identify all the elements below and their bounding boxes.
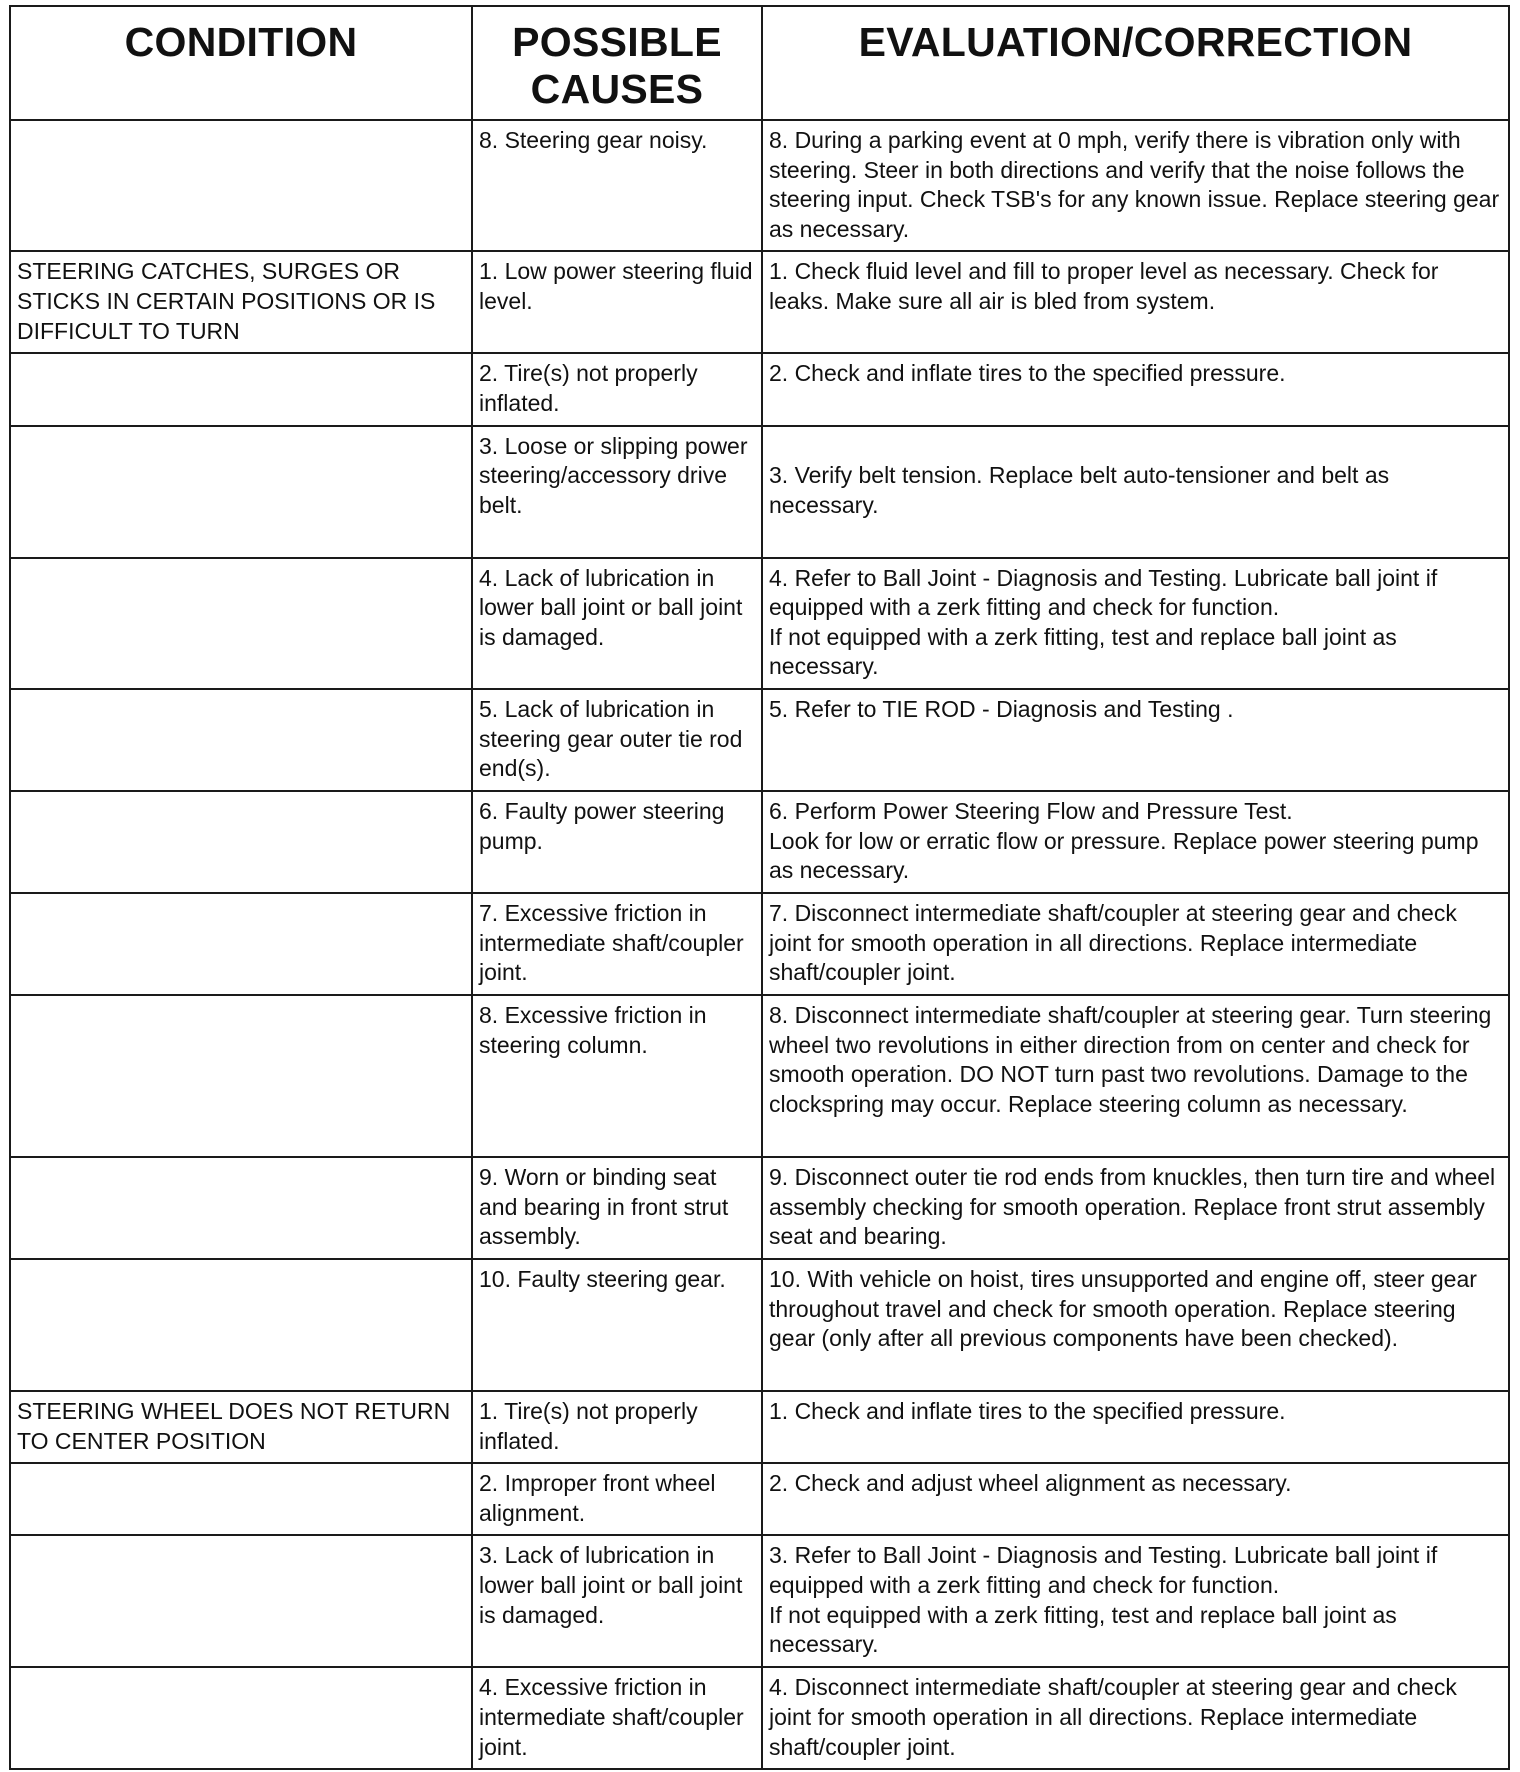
correction-cell: 10. With vehicle on hoist, tires unsupported and engine off, steer gear throughout travel and check for smooth operation. Replace steering gear (only after all previous components have been checked). — [762, 1259, 1509, 1391]
correction-cell: 7. Disconnect intermediate shaft/coupler at steering gear and check joint for smooth operation in all directions. Replace intermediate shaft/coupler joint. — [762, 893, 1509, 995]
correction-cell: 1. Check and inflate tires to the specified pressure. — [762, 1391, 1509, 1463]
condition-cell — [10, 1259, 472, 1391]
table-row — [10, 995, 1509, 1157]
table-row — [10, 353, 1509, 425]
table-row — [10, 251, 1509, 353]
condition-cell — [10, 426, 472, 558]
table-row — [10, 893, 1509, 995]
table-row — [10, 558, 1509, 689]
condition-cell: STEERING CATCHES, SURGES OR STICKS IN CERTAIN POSITIONS OR IS DIFFICULT TO TURN — [10, 251, 472, 353]
condition-cell — [10, 893, 472, 995]
table-row — [10, 1667, 1509, 1769]
condition-cell — [10, 1157, 472, 1259]
cause-cell: 1. Low power steering fluid level. — [472, 251, 762, 353]
cause-cell: 3. Lack of lubrication in lower ball joint or ball joint is damaged. — [472, 1535, 762, 1667]
correction-cell: 9. Disconnect outer tie rod ends from knuckles, then turn tire and wheel assembly checking for smooth operation. Replace front strut assembly seat and bearing. — [762, 1157, 1509, 1259]
header-condition: CONDITION — [10, 6, 472, 120]
table-row — [10, 1391, 1509, 1463]
correction-cell: 6. Perform Power Steering Flow and Pressure Test. Look for low or erratic flow or pressure. Replace power steering pump as necessary. — [762, 791, 1509, 893]
condition-cell — [10, 1667, 472, 1769]
cause-cell: 4. Lack of lubrication in lower ball joint or ball joint is damaged. — [472, 558, 762, 689]
table-header — [10, 6, 1509, 120]
correction-cell: 4. Refer to Ball Joint - Diagnosis and Testing. Lubricate ball joint if equipped with a zerk fitting and check for function. If not equipped with a zerk fitting, test and replace ball joint as necessary. — [762, 558, 1509, 689]
cause-cell: 9. Worn or binding seat and bearing in front strut assembly. — [472, 1157, 762, 1259]
table-row — [10, 426, 1509, 558]
correction-cell: 1. Check fluid level and fill to proper level as necessary. Check for leaks. Make sure all air is bled from system. — [762, 251, 1509, 353]
cause-cell: 10. Faulty steering gear. — [472, 1259, 762, 1391]
correction-cell: 5. Refer to TIE ROD - Diagnosis and Testing . — [762, 689, 1509, 791]
condition-cell — [10, 995, 472, 1157]
correction-cell: 3. Verify belt tension. Replace belt auto-tensioner and belt as necessary. — [762, 426, 1509, 558]
table-row — [10, 791, 1509, 893]
table-row — [10, 1463, 1509, 1535]
correction-cell: 8. During a parking event at 0 mph, verify there is vibration only with steering. Steer in both directions and verify that the noise follows the steering input. Check TSB's for any known issue. Replace steering gear as necessary. — [762, 120, 1509, 251]
cause-cell: 8. Steering gear noisy. — [472, 120, 762, 251]
table-body — [10, 120, 1509, 1769]
condition-cell — [10, 1535, 472, 1667]
condition-cell — [10, 558, 472, 689]
correction-cell: 2. Check and adjust wheel alignment as necessary. — [762, 1463, 1509, 1535]
table-row — [10, 120, 1509, 251]
correction-cell: 2. Check and inflate tires to the specified pressure. — [762, 353, 1509, 425]
cause-cell: 3. Loose or slipping power steering/accessory drive belt. — [472, 426, 762, 558]
cause-cell: 1. Tire(s) not properly inflated. — [472, 1391, 762, 1463]
header-evaluation-correction: EVALUATION/CORRECTION — [762, 6, 1509, 120]
header-possible-causes: POSSIBLE CAUSES — [472, 6, 762, 120]
cause-cell: 5. Lack of lubrication in steering gear outer tie rod end(s). — [472, 689, 762, 791]
cause-cell: 2. Improper front wheel alignment. — [472, 1463, 762, 1535]
header-row — [10, 6, 1509, 120]
table-row — [10, 1535, 1509, 1667]
condition-cell — [10, 689, 472, 791]
cause-cell: 4. Excessive friction in intermediate shaft/coupler joint. — [472, 1667, 762, 1769]
correction-cell: 4. Disconnect intermediate shaft/coupler at steering gear and check joint for smooth operation in all directions. Replace intermediate shaft/coupler joint. — [762, 1667, 1509, 1769]
condition-cell — [10, 120, 472, 251]
cause-cell: 2. Tire(s) not properly inflated. — [472, 353, 762, 425]
cause-cell: 7. Excessive friction in intermediate shaft/coupler joint. — [472, 893, 762, 995]
condition-cell: STEERING WHEEL DOES NOT RETURN TO CENTER POSITION — [10, 1391, 472, 1463]
correction-cell: 3. Refer to Ball Joint - Diagnosis and Testing. Lubricate ball joint if equipped with a zerk fitting and check for function. If not equipped with a zerk fitting, test and replace ball joint as necessary. — [762, 1535, 1509, 1667]
cause-cell: 8. Excessive friction in steering column. — [472, 995, 762, 1157]
table-row — [10, 1259, 1509, 1391]
condition-cell — [10, 791, 472, 893]
correction-cell: 8. Disconnect intermediate shaft/coupler at steering gear. Turn steering wheel two revolutions in either direction from on center and check for smooth operation. DO NOT turn past two revolutions. Damage to the clockspring may occur. Replace steering column as necessary. — [762, 995, 1509, 1157]
condition-cell — [10, 1463, 472, 1535]
table-row — [10, 689, 1509, 791]
cause-cell: 6. Faulty power steering pump. — [472, 791, 762, 893]
condition-cell — [10, 353, 472, 425]
diagnosis-table — [9, 5, 1510, 1770]
table-row — [10, 1157, 1509, 1259]
